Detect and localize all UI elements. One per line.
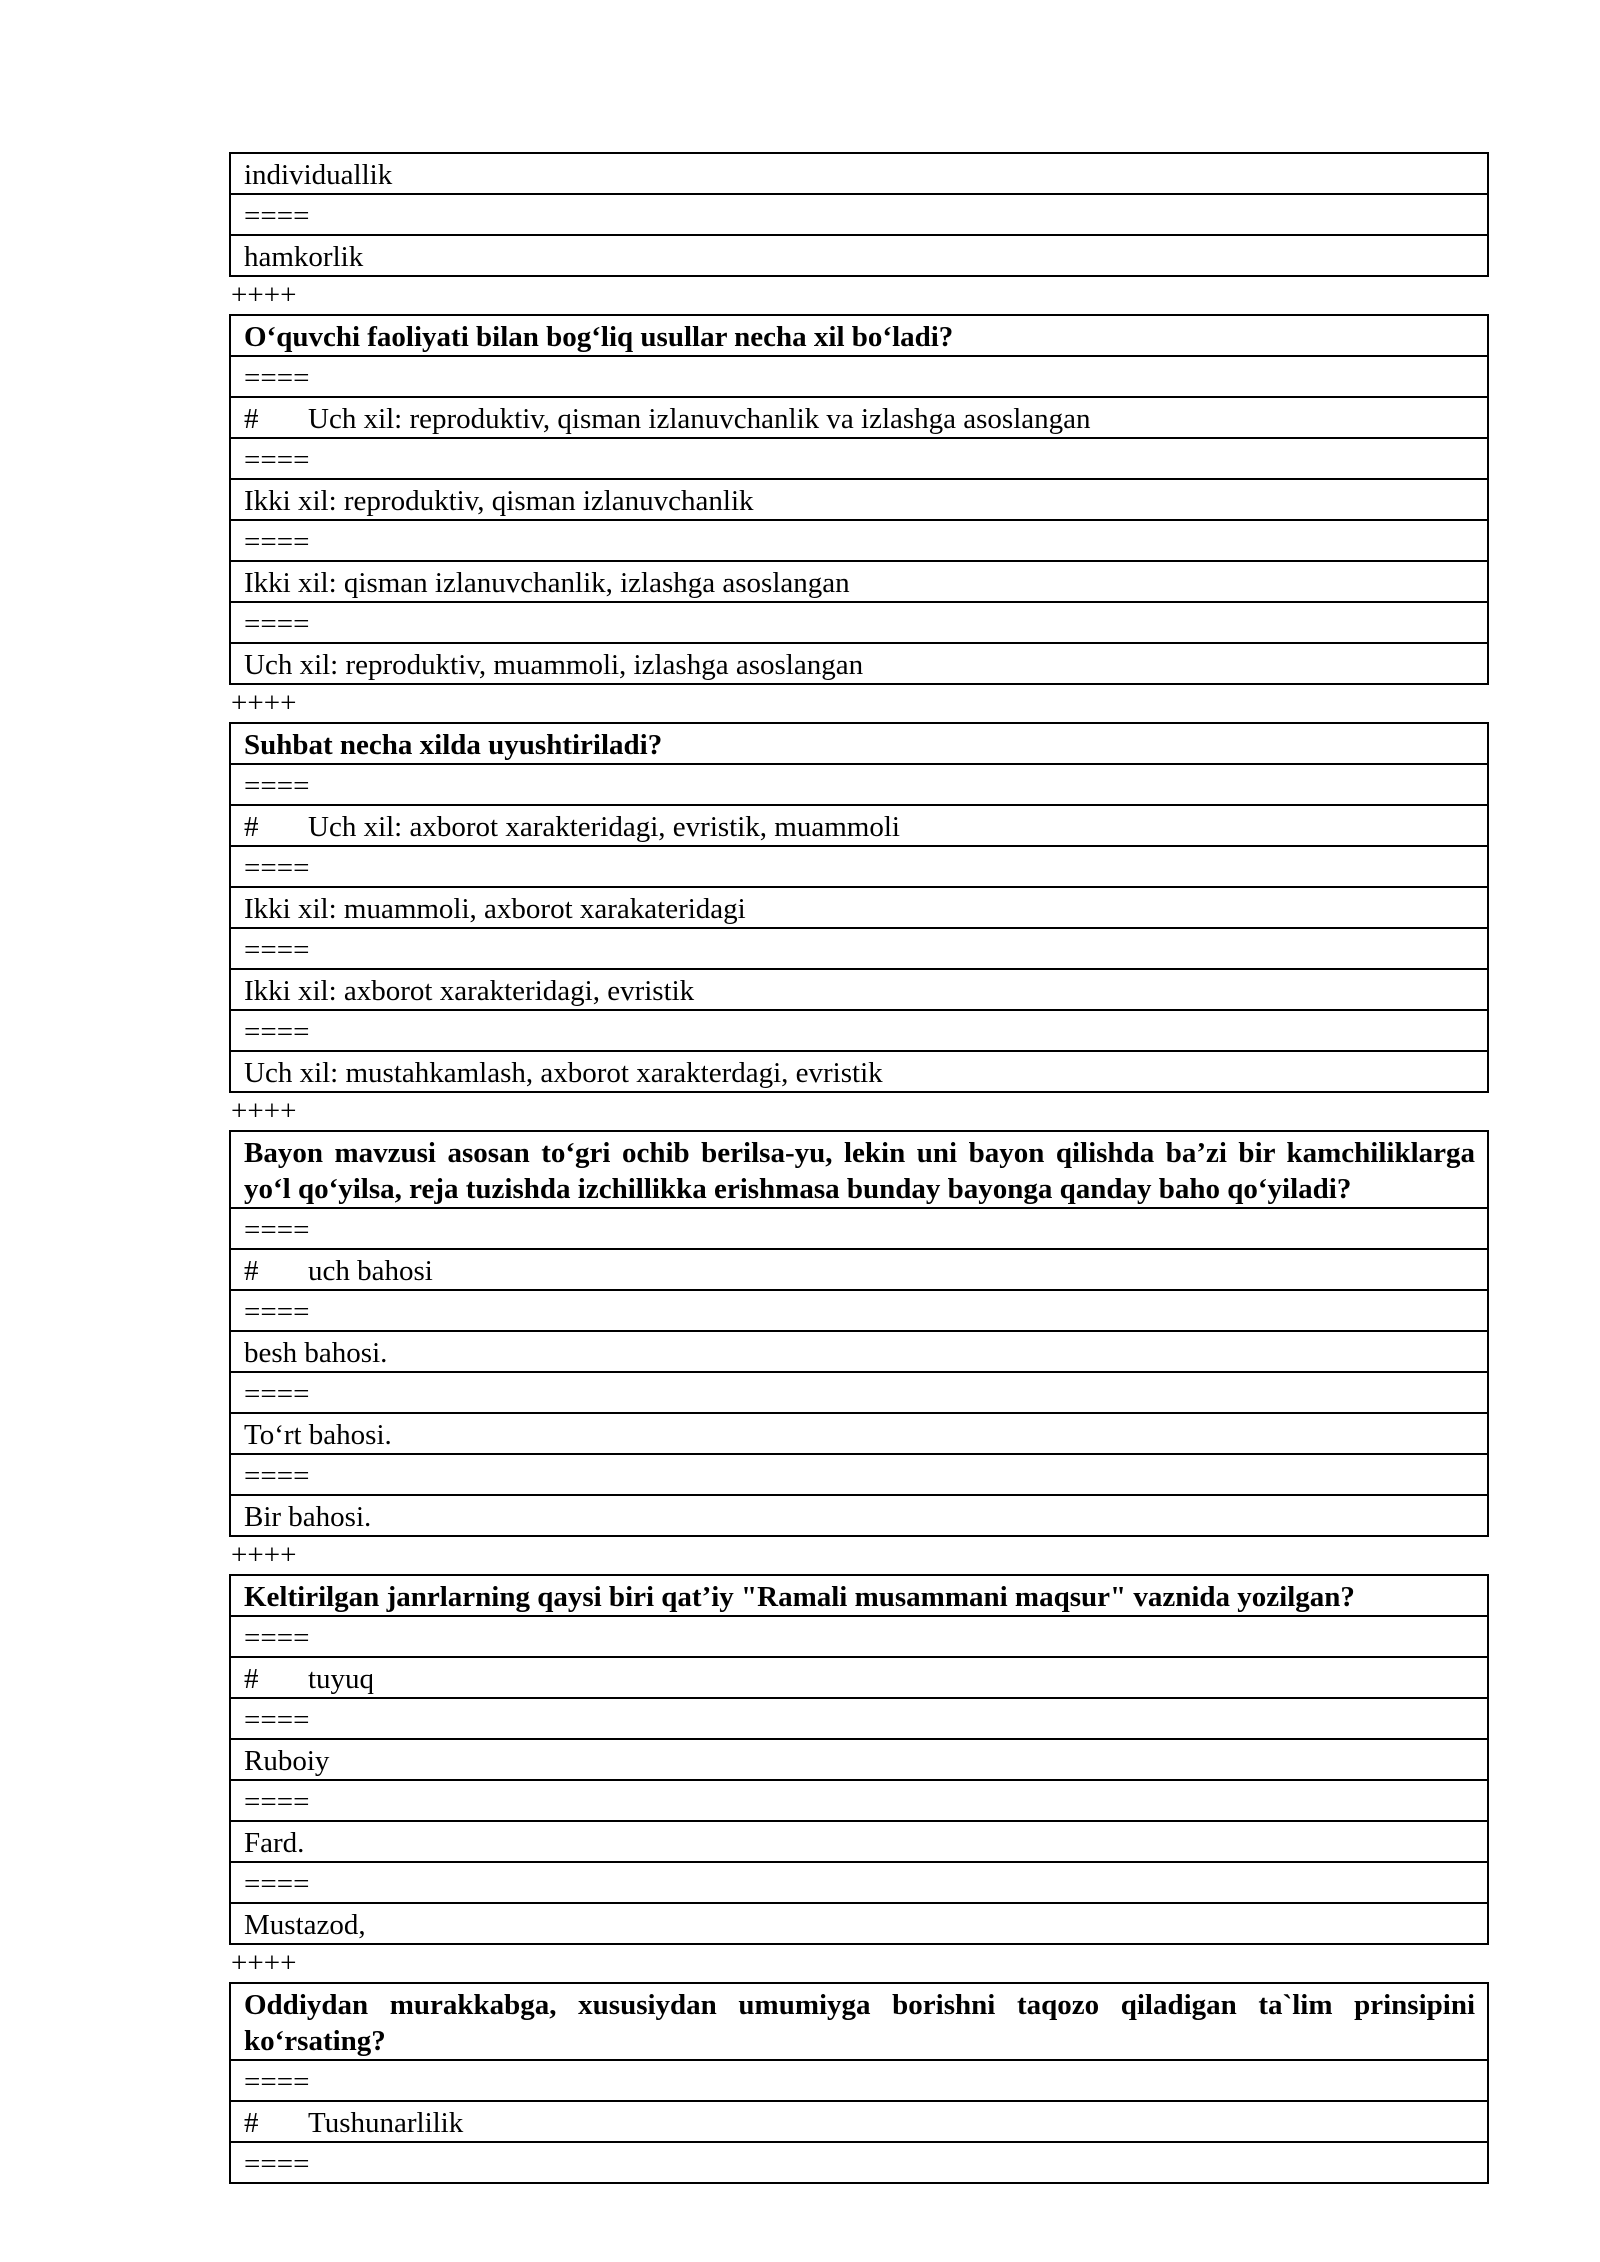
correct-answer-mark: #: [244, 1663, 259, 1695]
option-separator: ====: [231, 2059, 1487, 2100]
option-separator: ====: [231, 1289, 1487, 1330]
answer-option: [231, 1902, 1487, 1943]
option-separator: ====: [231, 193, 1487, 234]
answer-text: Ikki xil: axborot xarakteridagi, evristik: [244, 975, 695, 1007]
option-separator: ====: [231, 437, 1487, 478]
section-separator: ++++: [231, 1095, 297, 1127]
answer-text: tuyuq: [308, 1663, 375, 1695]
option-separator: ====: [231, 1697, 1487, 1738]
option-separator: ====: [231, 2141, 1487, 2182]
correct-answer-option: [231, 2100, 1487, 2141]
section-separator: ++++: [231, 687, 297, 719]
answer-text: Ruboiy: [244, 1745, 330, 1777]
answer-text: besh bahosi.: [244, 1337, 388, 1369]
answer-option: [231, 1738, 1487, 1779]
answer-block-top: [229, 152, 1489, 277]
answer-option: hamkorlik: [231, 234, 1487, 275]
question-text: Keltirilgan janrlarning qaysi biri qat’iy "Ramali musammani maqsur" vaznida yozilgan?: [244, 1581, 1355, 1613]
correct-answer-option: [231, 804, 1487, 845]
answer-option: [231, 478, 1487, 519]
answer-text: To‘rt bahosi.: [244, 1419, 392, 1451]
answer-option: [231, 642, 1487, 683]
option-separator: ====: [231, 927, 1487, 968]
correct-answer-mark: #: [244, 403, 259, 435]
correct-answer-mark: #: [244, 2107, 259, 2139]
answer-text: Bir bahosi.: [244, 1501, 372, 1533]
correct-answer-mark: #: [244, 1255, 259, 1287]
question-text: Bayon mavzusi asosan to‘gri ochib berilsa-yu, lekin uni bayon qilishda ba’zi bir kamchiliklarga yo‘l qo‘yilsa, reja tuzishda izchillikka erishmasa bunday bayonga qanday baho qo‘yiladi?: [244, 1137, 1475, 1205]
question-text: Oddiydan murakkabga, xususiydan umumiyga borishni taqozo qiladigan ta`lim prinsipini ko‘rsating?: [244, 1989, 1475, 2057]
option-separator: ====: [231, 1453, 1487, 1494]
option-separator: ====: [231, 763, 1487, 804]
answer-option: [231, 1820, 1487, 1861]
answer-text: uch bahosi: [308, 1255, 433, 1287]
option-separator: ====: [231, 601, 1487, 642]
correct-answer-mark: #: [244, 811, 259, 843]
option-separator: ====: [231, 1779, 1487, 1820]
question-block: [229, 314, 1489, 685]
correct-answer-option: [231, 396, 1487, 437]
question-block: [229, 1982, 1489, 2184]
answer-text: Uch xil: reproduktiv, qisman izlanuvchanlik va izlashga asoslangan: [308, 403, 1091, 435]
answer-text: Ikki xil: reproduktiv, qisman izlanuvchanlik: [244, 485, 754, 517]
section-separator: ++++: [231, 1539, 297, 1571]
section-separator: ++++: [231, 279, 297, 311]
question-list: [229, 277, 1489, 2184]
question-block: [229, 1574, 1489, 1945]
answer-option: [231, 1330, 1487, 1371]
answer-option: individuallik: [244, 159, 393, 191]
question-text: Suhbat necha xilda uyushtiriladi?: [244, 729, 663, 761]
option-separator: ====: [231, 1615, 1487, 1656]
answer-text: Fard.: [244, 1827, 305, 1859]
answer-option: [231, 1494, 1487, 1535]
answer-option: [231, 560, 1487, 601]
answer-text: Ikki xil: muammoli, axborot xarakateridagi: [244, 893, 746, 925]
document-page: [229, 152, 1489, 2184]
option-separator: ====: [231, 1009, 1487, 1050]
correct-answer-option: [231, 1248, 1487, 1289]
answer-text: Ikki xil: qisman izlanuvchanlik, izlashga asoslangan: [244, 567, 850, 599]
answer-text: Mustazod,: [244, 1909, 366, 1941]
option-separator: ====: [231, 845, 1487, 886]
answer-option: [231, 968, 1487, 1009]
option-separator: ====: [231, 519, 1487, 560]
correct-answer-option: [231, 1656, 1487, 1697]
answer-option: [231, 886, 1487, 927]
answer-text: Uch xil: reproduktiv, muammoli, izlashga asoslangan: [244, 649, 864, 681]
option-separator: ====: [231, 355, 1487, 396]
answer-option: [231, 1050, 1487, 1091]
answer-option: [231, 1412, 1487, 1453]
question-block: [229, 722, 1489, 1093]
option-separator: ====: [231, 1207, 1487, 1248]
question-text: O‘quvchi faoliyati bilan bog‘liq usullar necha xil bo‘ladi?: [244, 321, 954, 353]
answer-text: Tushunarlilik: [308, 2107, 464, 2139]
option-separator: ====: [231, 1371, 1487, 1412]
option-separator: ====: [231, 1861, 1487, 1902]
section-separator: ++++: [231, 1947, 297, 1979]
question-block: [229, 1130, 1489, 1537]
answer-text: Uch xil: mustahkamlash, axborot xarakterdagi, evristik: [244, 1057, 883, 1089]
answer-text: Uch xil: axborot xarakteridagi, evristik, muammoli: [308, 811, 900, 843]
